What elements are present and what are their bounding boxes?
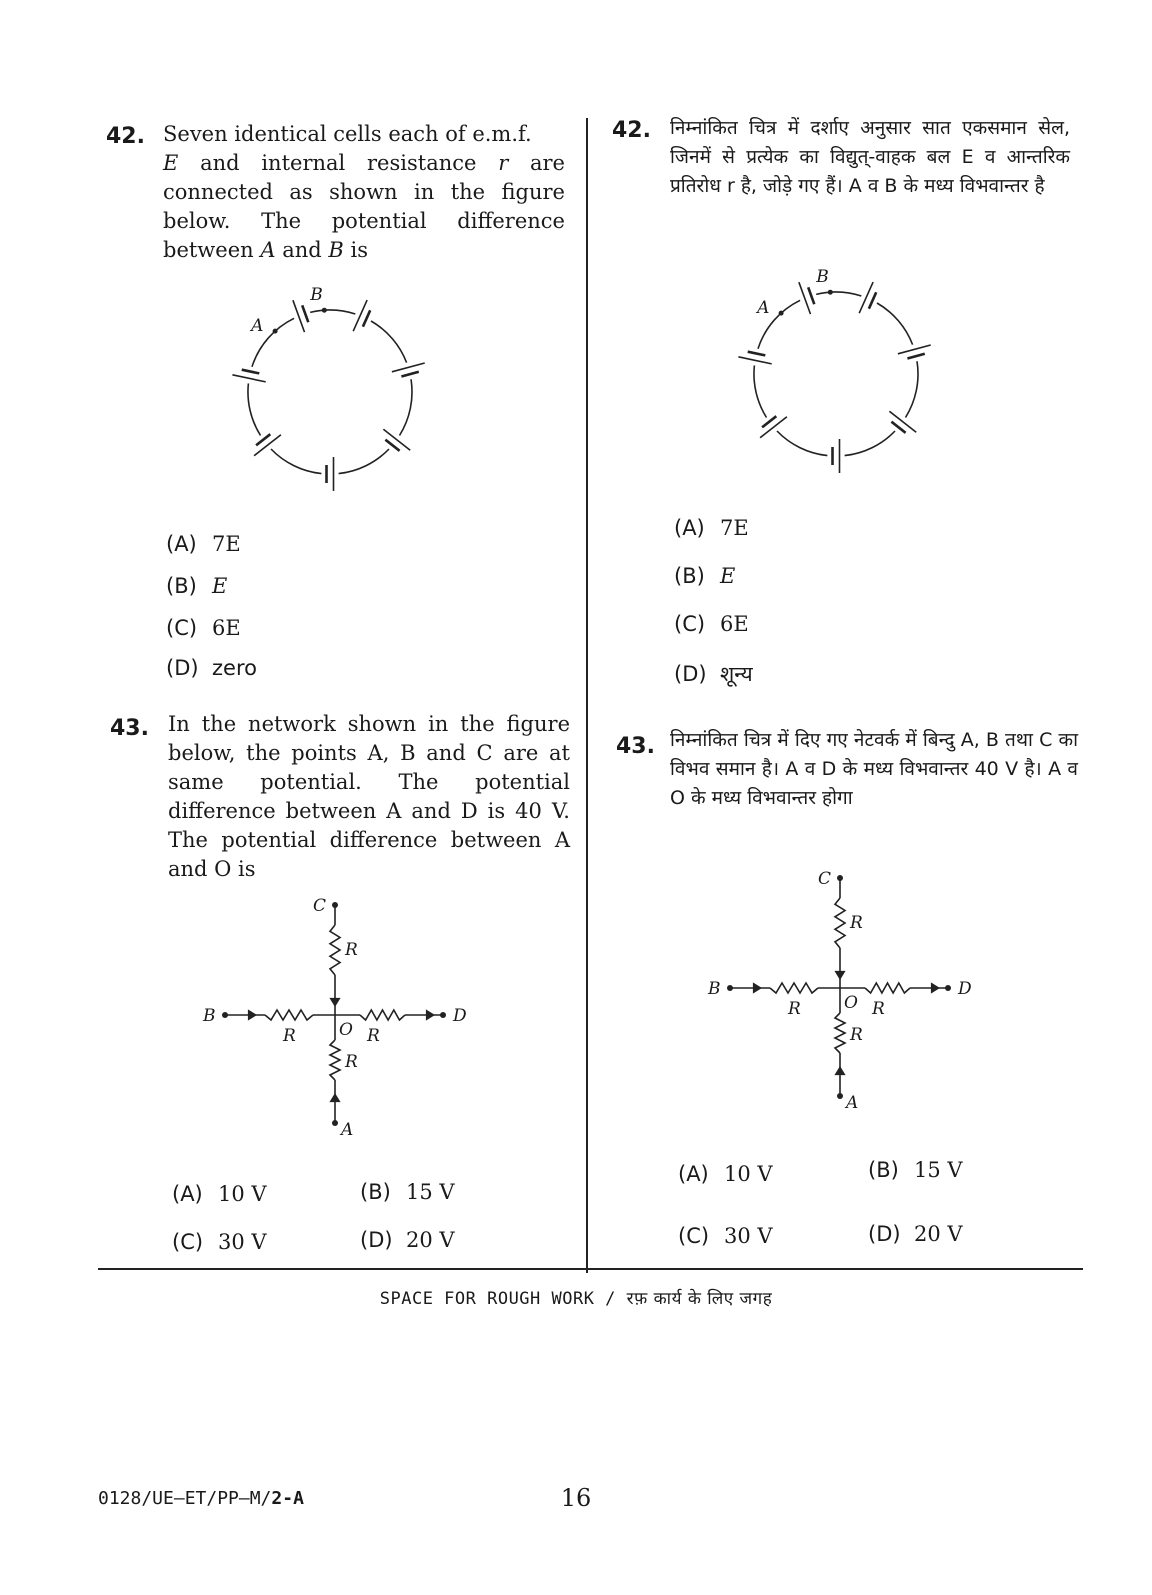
- resistor-oa: [835, 1013, 845, 1053]
- point-a-label: A: [757, 298, 770, 319]
- question-number: 42.: [612, 118, 651, 143]
- point-a-dot: [332, 1120, 338, 1126]
- ring-wire: [339, 449, 389, 474]
- cell-short-plate: [762, 416, 776, 427]
- label-o: O: [844, 993, 858, 1013]
- label-a: A: [341, 1120, 354, 1140]
- option-c[interactable]: (C) 30 V: [172, 1230, 267, 1254]
- paper-code: 0128/UE–ET/PP–M/2-A: [98, 1488, 304, 1509]
- point-b-dot: [727, 985, 733, 991]
- label-r-top: R: [345, 940, 358, 960]
- cell-short-plate: [869, 292, 876, 308]
- cell-long-plate: [293, 300, 305, 332]
- question-number: 42.: [106, 124, 145, 149]
- resistor-oc: [330, 925, 340, 975]
- label-o: O: [339, 1020, 353, 1040]
- question-text: In the network shown in the figure below, the points A, B and C are at same potential. The potential difference between A and D is 40 V. The potential difference between A and O is: [168, 712, 570, 881]
- cell-long-plate: [738, 357, 771, 364]
- option-b[interactable]: (B) E: [166, 574, 228, 598]
- point-b-dot: [828, 290, 833, 295]
- ring-wire: [400, 379, 413, 435]
- label-b: B: [203, 1006, 216, 1026]
- label-d: D: [958, 979, 972, 999]
- resistor-oa: [330, 1040, 340, 1080]
- cell-short-plate: [363, 310, 370, 326]
- point-c-dot: [837, 875, 843, 881]
- resistor-oc: [835, 898, 845, 948]
- cell-long-plate: [232, 375, 265, 382]
- question-number: 43.: [616, 734, 655, 759]
- current-arrow: [426, 1009, 435, 1020]
- option-a[interactable]: (A) 7E: [674, 516, 749, 540]
- option-b[interactable]: (B) 15 V: [868, 1158, 963, 1182]
- ring-wire: [877, 303, 913, 345]
- cell-long-plate: [859, 282, 873, 313]
- ring-wire: [754, 365, 767, 417]
- question-text: Seven identical cells each of e.m.f. E and internal resistance r are connected as shown in the figure below. The potential difference between A and B is: [163, 122, 565, 262]
- label-r-left: R: [283, 1026, 296, 1046]
- option-c[interactable]: (C) 6E: [674, 612, 749, 636]
- point-a-dot: [779, 311, 784, 316]
- q43-network-figure-left: [195, 895, 475, 1140]
- cell-long-plate: [898, 345, 931, 354]
- point-d-dot: [440, 1012, 446, 1018]
- option-b[interactable]: (B) E: [674, 564, 736, 588]
- option-a[interactable]: (A) 10 V: [172, 1182, 267, 1206]
- label-r-right: R: [367, 1026, 380, 1046]
- footer-rule: [98, 1268, 1083, 1270]
- option-d[interactable]: (D) zero: [166, 656, 257, 680]
- point-a-dot: [837, 1093, 843, 1099]
- current-arrow: [248, 1009, 257, 1020]
- cell-short-plate: [302, 305, 308, 322]
- ring-wire: [271, 449, 321, 474]
- cell-long-plate: [353, 300, 367, 331]
- current-arrow: [329, 1093, 340, 1102]
- option-a[interactable]: (A) 10 V: [678, 1162, 773, 1186]
- point-b-dot: [222, 1012, 228, 1018]
- option-d[interactable]: (D) 20 V: [360, 1228, 455, 1252]
- question-text-hindi: निम्नांकित चित्र में दिए गए नेटवर्क में बिन्दु A, B तथा C का विभव समान है। A व D के मध्य विभवान्तर 40 V है। A व O के मध्य विभवान्तर होगा: [670, 729, 1078, 809]
- label-c: C: [818, 869, 832, 889]
- label-c: C: [313, 896, 327, 916]
- cell-short-plate: [808, 287, 814, 304]
- option-c[interactable]: (C) 6E: [166, 616, 241, 640]
- option-c[interactable]: (C) 30 V: [678, 1224, 773, 1248]
- current-arrow: [931, 982, 940, 993]
- ring-wire: [777, 431, 827, 456]
- q42-circuit-figure-right: [726, 262, 946, 482]
- resistor-od: [865, 983, 910, 993]
- current-arrow: [834, 971, 845, 980]
- point-c-dot: [332, 902, 338, 908]
- resistor-bo: [265, 1010, 313, 1020]
- ring-wire: [816, 292, 861, 296]
- option-d[interactable]: (D) 20 V: [868, 1222, 963, 1246]
- label-a: A: [846, 1093, 859, 1113]
- cell-short-plate: [256, 434, 270, 445]
- q43-network-figure-right: [700, 868, 980, 1113]
- cell-short-plate: [242, 370, 260, 374]
- point-a-dot: [273, 329, 278, 334]
- current-arrow: [329, 998, 340, 1007]
- current-arrow: [834, 1066, 845, 1075]
- label-d: D: [453, 1006, 467, 1026]
- point-b-label: B: [816, 267, 829, 288]
- option-d[interactable]: (D) शून्य: [674, 662, 753, 686]
- resistor-bo: [770, 983, 818, 993]
- ring-wire: [248, 383, 261, 435]
- current-arrow: [753, 982, 762, 993]
- cell-long-plate: [392, 363, 425, 372]
- label-r-right: R: [872, 999, 885, 1019]
- cell-long-plate: [799, 282, 811, 314]
- option-a[interactable]: (A) 7E: [166, 532, 241, 556]
- q42-circuit-figure-left: [220, 280, 440, 500]
- question-number: 43.: [110, 716, 149, 741]
- point-b-label: B: [310, 285, 323, 306]
- label-r-left: R: [788, 999, 801, 1019]
- label-r-bottom: R: [345, 1052, 358, 1072]
- point-d-dot: [945, 985, 951, 991]
- cell-short-plate: [891, 422, 905, 433]
- cell-short-plate: [748, 352, 766, 356]
- label-b: B: [708, 979, 721, 999]
- resistor-od: [360, 1010, 405, 1020]
- column-divider: [586, 118, 588, 1273]
- label-r-bottom: R: [850, 1025, 863, 1045]
- cell-short-plate: [385, 440, 399, 451]
- ring-wire: [371, 321, 407, 363]
- ring-wire: [310, 310, 355, 314]
- cell-short-plate: [401, 372, 418, 377]
- ring-wire: [906, 361, 919, 417]
- label-r-top: R: [850, 913, 863, 933]
- rough-work-caption: SPACE FOR ROUGH WORK / रफ़ कार्य के लिए जगह: [379, 1289, 773, 1309]
- question-text-hindi: निम्नांकित चित्र में दर्शाए अनुसार सात एकसमान सेल, जिनमें से प्रत्येक का विद्युत्-वाहक बल E व आन्तरिक प्रतिरोध r है, जोड़े गए हैं। A व B के मध्य विभवान्तर है: [670, 117, 1070, 197]
- page-number: 16: [560, 1484, 592, 1512]
- option-b[interactable]: (B) 15 V: [360, 1180, 455, 1204]
- cell-short-plate: [907, 354, 924, 359]
- point-b-dot: [322, 308, 327, 313]
- point-a-label: A: [251, 316, 264, 337]
- ring-wire: [845, 431, 895, 456]
